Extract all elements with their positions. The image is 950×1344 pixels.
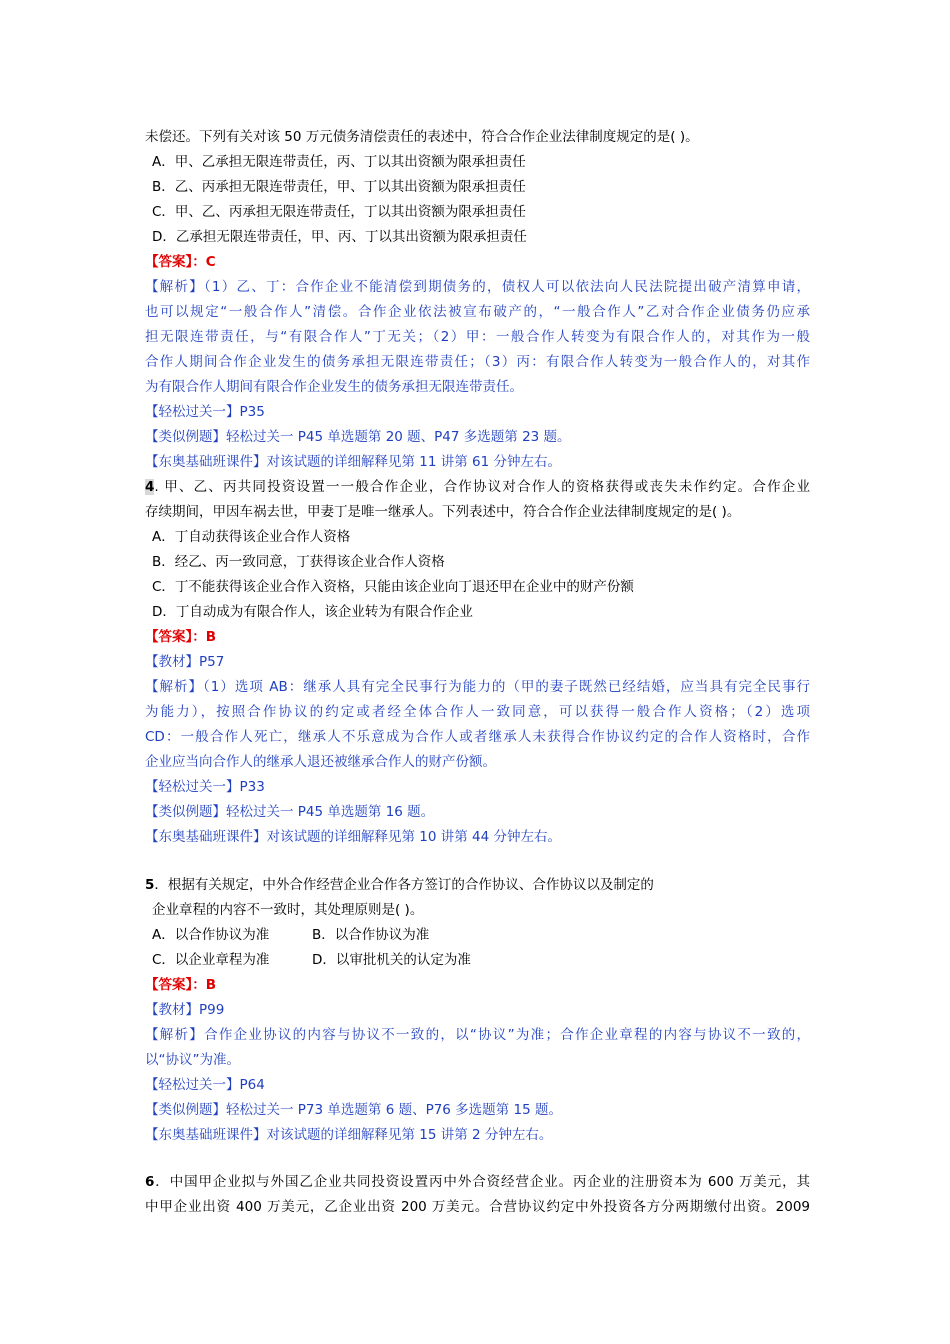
q3-option-a: A．甲、乙承担无限连带责任，丙、丁以其出资额为限承担责任: [152, 154, 526, 170]
q5-stem-text: ．根据有关规定，中外合作经营企业合作各方签订的合作协议、合作协议以及制定的: [154, 877, 654, 893]
q4-stem-text: . 甲、乙、丙共同投资设置一一般合作企业，合作协议对合作人的资格获得或丧失未作约定。合作企业: [154, 479, 810, 495]
q4-analysis-line-1: 【解析】（1）选项 AB：继承人具有完全民事行为能力的（甲的妻子既然已经结婚，应当具有完全民事行: [145, 679, 810, 695]
q3-option-b: B．乙、丙承担无限连带责任，甲、丁以其出资额为限承担责任: [152, 179, 526, 195]
q4-option-a: A．丁自动获得该企业合作人资格: [152, 529, 351, 545]
q4-analysis-line-2: 为能力），按照合作协议的约定或者经全体合作人一致同意，可以获得一般合作人资格；（2）选项: [145, 704, 810, 720]
q4-stem-line-1: [145, 475, 810, 500]
q3-analysis-line-1: 【解析】（1）乙、丁：合作企业不能清偿到期债务的，债权人可以依法向人民法院提出破产清算申请，: [145, 279, 810, 295]
q3-answer: 【答案】：C: [145, 254, 216, 270]
q3-similar-ref: 【类似例题】轻松过关一 P45 单选题第 20 题、P47 多选题第 23 题。: [145, 429, 571, 445]
q5-answer: 【答案】：B: [145, 977, 217, 993]
q4-analysis-line-4: 企业应当向合作人的继承人退还被继承合作人的财产份额。: [145, 754, 496, 770]
q4-analysis-line-3: CD：一般合作人死亡，继承人不乐意成为合作人或者继承人未获得合作协议约定的合作人资格时，合作: [145, 729, 810, 745]
q4-option-b: B．经乙、丙一致同意，丁获得该企业合作人资格: [152, 554, 445, 570]
q3-option-d: D．乙承担无限连带责任，甲、丙、丁以其出资额为限承担责任: [152, 229, 527, 245]
q3-option-c: C．甲、乙、丙承担无限连带责任，丁以其出资额为限承担责任: [152, 204, 526, 220]
q4-easy-ref: 【轻松过关一】P33: [145, 779, 265, 795]
q6-stem-text: ．中国甲企业拟与外国乙企业共同投资设置丙中外合资经营企业。丙企业的注册资本为 600 万美元，其: [154, 1174, 810, 1190]
q5-analysis-line-1: 【解析】合作企业协议的内容与协议不一致的，以“协议”为准；合作企业章程的内容与协议不一致的，: [145, 1027, 810, 1043]
q3-analysis-line-5: 为有限合作人期间有限合作企业发生的债务承担无限连带责任。: [145, 379, 523, 395]
q6-stem-line-1: [145, 1170, 810, 1195]
q3-analysis-line-3: 担无限连带责任，与“有限合作人”丁无关；（2）甲：一般合作人转变为有限合作人的，对其作为一般: [145, 329, 810, 345]
q5-stem-line-2: 企业章程的内容不一致时，其处理原则是( )。: [152, 902, 424, 918]
q4-textbook-ref: 【教材】P57: [145, 654, 225, 670]
q3-analysis-line-2: 也可以规定“一般合作人”清偿。合作企业依法被宣布破产的，“一般合作人”乙对合作企业债务仍应承: [145, 304, 810, 320]
q5-options-row-1: [152, 923, 817, 948]
q4-answer: 【答案】：B: [145, 629, 217, 645]
q4-option-d: D．丁自动成为有限合作人，该企业转为有限合作企业: [152, 604, 473, 620]
q5-stem-line-1: [145, 873, 810, 898]
q5-easy-ref: 【轻松过关一】P64: [145, 1077, 265, 1093]
q5-analysis-line-2: 以“协议”为准。: [145, 1052, 240, 1068]
q3-easy-ref: 【轻松过关一】P35: [145, 404, 265, 420]
q5-textbook-ref: 【教材】P99: [145, 1002, 225, 1018]
q5-options-row-2: [152, 948, 817, 973]
q3-analysis-line-4: 合作人期间合作企业发生的债务承担无限连带责任；（3）丙：有限合作人转变为一般合作人的，对其作: [145, 354, 810, 370]
q5-option-a: A．以合作协议为准: [152, 927, 270, 943]
q4-option-c: C．丁不能获得该企业合作入资格，只能由该企业向丁退还甲在企业中的财产份额: [152, 579, 634, 595]
q5-option-c: C．以企业章程为准: [152, 952, 270, 968]
q3-course-ref: 【东奥基础班课件】对该试题的详细解释见第 11 讲第 61 分钟左右。: [145, 454, 562, 470]
q5-similar-ref: 【类似例题】轻松过关一 P73 单选题第 6 题、P76 多选题第 15 题。: [145, 1102, 562, 1118]
q4-similar-ref: 【类似例题】轻松过关一 P45 单选题第 16 题。: [145, 804, 435, 820]
q4-number: 4: [145, 479, 155, 495]
q6-stem-line-2: 中甲企业出资 400 万美元，乙企业出资 200 万美元。合营协议约定中外投资各方分两期缴付出资。2009: [145, 1199, 810, 1215]
q5-option-d: D．以审批机关的认定为准: [312, 952, 471, 968]
q4-stem-line-2: 存续期间，甲因车祸去世，甲妻丁是唯一继承人。下列表述中，符合合作企业法律制度规定的是( )。: [145, 504, 741, 520]
q5-number: 5: [145, 877, 155, 893]
q3-stem-continuation: 未偿还。下列有关对该 50 万元债务清偿责任的表述中，符合合作企业法律制度规定的是( )。: [145, 129, 699, 145]
q5-course-ref: 【东奥基础班课件】对该试题的详细解释见第 15 讲第 2 分钟左右。: [145, 1127, 553, 1143]
q5-option-b: B．以合作协议为准: [312, 927, 430, 943]
q6-number: 6: [145, 1174, 155, 1190]
q4-course-ref: 【东奥基础班课件】对该试题的详细解释见第 10 讲第 44 分钟左右。: [145, 829, 562, 845]
